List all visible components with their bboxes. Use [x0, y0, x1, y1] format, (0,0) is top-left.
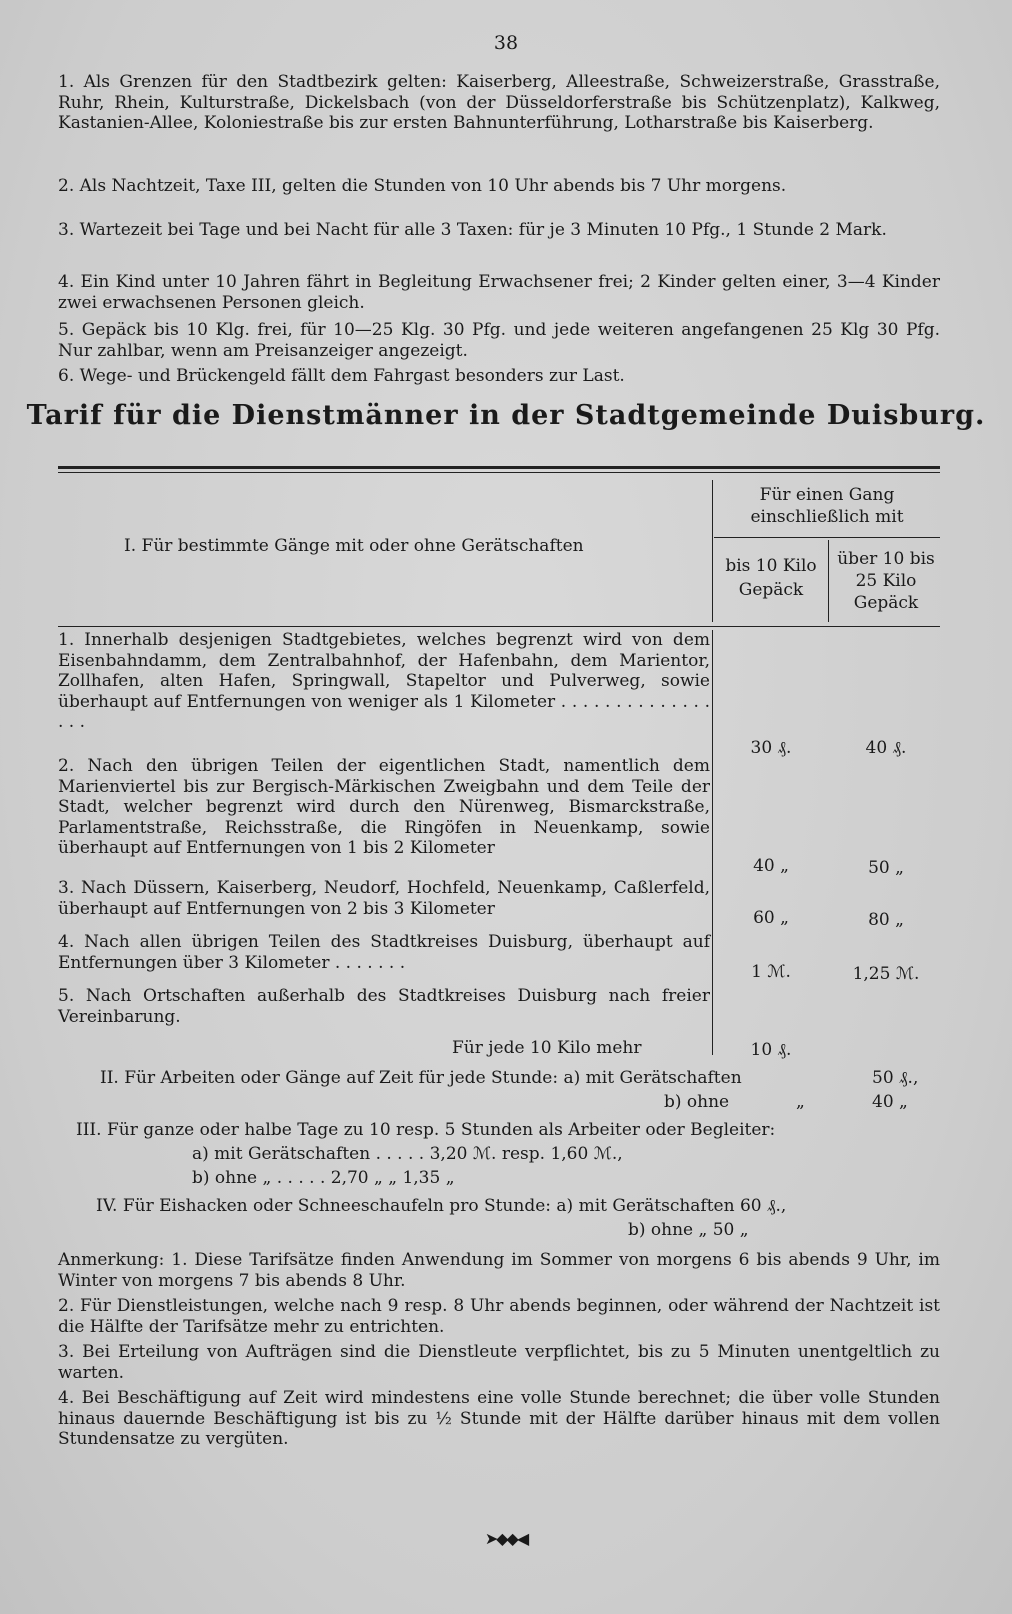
- section-2-b-label: b) ohne: [664, 1092, 730, 1112]
- section-2-label: II. Für Arbeiten oder Gänge auf Zeit für jede Stunde: a) mit Gerätschaften: [100, 1068, 742, 1088]
- table-row: 1. Innerhalb desjenigen Stadtgebietes, welches begrenzt wird von dem Eisenbahndamm, dem Zentralbahnhof, der Hafenbahn, dem Marientor, Zollhafen, alten Hafen, Springwall, Stapeltor und Pulverweg, sowie überhaupt auf Entfernungen von weniger als 1 Kilometer . . . . . . . . . . . . . . . . .: [58, 630, 710, 732]
- intro-paragraph-6: 6. Wege- und Brückengeld fällt dem Fahrgast besonders zur Last.: [58, 366, 625, 386]
- intro-paragraph-1: 1. Als Grenzen für den Stadtbezirk gelten: Kaiserberg, Alleestraße, Schweizerstraße, Grasstraße, Ruhr, Rhein, Kulturstraße, Dickelsbach (von der Düsseldorferstraße bis Schützenplatz), Kalkweg, Kastanien-Allee, Koloniestraße bis zur ersten Bahnunterführung, Lotharstraße bis Kaiserberg.: [58, 72, 940, 133]
- intro-paragraph-5: 5. Gepäck bis 10 Klg. frei, für 10—25 Klg. 30 Pfg. und jede weiteren angefangenen 25 Klg 30 Pfg. Nur zahlbar, wenn am Preisanzeiger angezeigt.: [58, 320, 940, 361]
- table-cell-value: 1,25 ℳ.: [852, 964, 920, 984]
- table-col1-header: bis 10 Kilo Gepäck: [725, 556, 817, 600]
- table-top-rule-thin: [58, 472, 940, 473]
- table-cell-value: 80 „: [868, 910, 904, 930]
- section-2-b-ditto: „: [796, 1092, 805, 1112]
- extra-kilo-value: 10 ₰.: [750, 1040, 792, 1060]
- intro-paragraph-3: 3. Wartezeit bei Tage und bei Nacht für alle 3 Taxen: für je 3 Minuten 10 Pfg., 1 Stunde 2 Mark.: [58, 220, 887, 240]
- table-cell-value: 40 „: [753, 856, 789, 876]
- intro-paragraph-4: 4. Ein Kind unter 10 Jahren fährt in Begleitung Erwachsener frei; 2 Kinder gelten einer, 3—4 Kinder zwei erwachsenen Personen gleich.: [58, 272, 940, 313]
- table-row: 5. Nach Ortschaften außerhalb des Stadtkreises Duisburg nach freier Vereinbarung.: [58, 986, 710, 1027]
- note-paragraph-3: 3. Bei Erteilung von Aufträgen sind die Dienstleute verpflichtet, bis zu 5 Minuten unentgeltlich zu warten.: [58, 1342, 940, 1383]
- table-row: 2. Nach den übrigen Teilen der eigentlichen Stadt, namentlich dem Marienviertel bis zur Bergisch-Märkischen Zweigbahn und dem Teile der Stadt, welcher begrenzt wird durch den Nürenweg, Bismarckstraße, Parlamentstraße, Reichsstraße, die Ringöfen in Neuenkamp, sowie überhaupt auf Entfernungen von 1 bis 2 Kilometer: [58, 756, 710, 858]
- note-paragraph-2: 2. Für Dienstleistungen, welche nach 9 resp. 8 Uhr abends beginnen, oder während der Nachtzeit ist die Hälfte der Tarifsätze mehr zu entrichten.: [58, 1296, 940, 1337]
- table-top-rule: [58, 466, 940, 469]
- table-header-bottom-rule: [58, 626, 940, 627]
- table-header-main: Für einen Gang einschließlich mit: [750, 485, 904, 527]
- table-cell-value: 30 ₰.: [750, 738, 792, 758]
- page-title: Tarif für die Dienstmänner in der Stadtgemeinde Duisburg.: [26, 400, 986, 431]
- table-cell-value: 1 ℳ.: [751, 962, 791, 982]
- note-paragraph-4: 4. Bei Beschäftigung auf Zeit wird mindestens eine volle Stunde berechnet; die über volle Stunden hinaus dauernde Beschäftigung ist bis zu ½ Stunde mit der Hälfte darüber hinaus mit dem vollen Stundensatze zu vergüten.: [58, 1388, 940, 1449]
- table-row: 3. Nach Düssern, Kaiserberg, Neudorf, Hochfeld, Neuenkamp, Caßlerfeld, überhaupt auf Entfernungen von 2 bis 3 Kilometer: [58, 878, 710, 919]
- section-3-label: III. Für ganze oder halbe Tage zu 10 resp. 5 Stunden als Arbeiter oder Begleiter:: [76, 1120, 776, 1140]
- section-2-b-value: 40 „: [872, 1092, 908, 1112]
- page-number: 38: [493, 32, 519, 54]
- section-3-a: a) mit Gerätschaften . . . . . 3,20 ℳ. resp. 1,60 ℳ.,: [192, 1144, 623, 1164]
- ornament-divider: ➤◆◆◀: [484, 1529, 528, 1548]
- table-cell-value: 60 „: [753, 908, 789, 928]
- section-2-a-value: 50 ₰.,: [872, 1068, 919, 1088]
- intro-paragraph-2: 2. Als Nachtzeit, Taxe III, gelten die Stunden von 10 Uhr abends bis 7 Uhr morgens.: [58, 176, 787, 196]
- section-3-b: b) ohne „ . . . . . 2,70 „ „ 1,35 „: [192, 1168, 455, 1188]
- table-header-divider: [712, 480, 713, 622]
- extra-kilo-label: Für jede 10 Kilo mehr: [452, 1038, 642, 1058]
- table-row: 4. Nach allen übrigen Teilen des Stadtkreises Duisburg, überhaupt auf Entfernungen über 3 Kilometer . . . . . . .: [58, 932, 710, 973]
- table-subheader-rule: [714, 537, 940, 538]
- table-body-divider: [712, 630, 713, 1055]
- table-cell-value: 40 ₰.: [865, 738, 907, 758]
- section-4-label: IV. Für Eishacken oder Schneeschaufeln pro Stunde: a) mit Gerätschaften 60 ₰.,: [96, 1196, 787, 1216]
- table-cell-value: 50 „: [868, 858, 904, 878]
- table-section-label: I. Für bestimmte Gänge mit oder ohne Gerätschaften: [124, 536, 584, 556]
- section-4-b: b) ohne „ 50 „: [628, 1220, 749, 1240]
- table-col2-header: über 10 bis 25 Kilo Gepäck: [837, 549, 935, 613]
- table-column-divider: [828, 540, 829, 622]
- note-paragraph-1: Anmerkung: 1. Diese Tarifsätze finden Anwendung im Sommer von morgens 6 bis abends 9 Uhr, im Winter von morgens 7 bis abends 8 Uhr.: [58, 1250, 940, 1291]
